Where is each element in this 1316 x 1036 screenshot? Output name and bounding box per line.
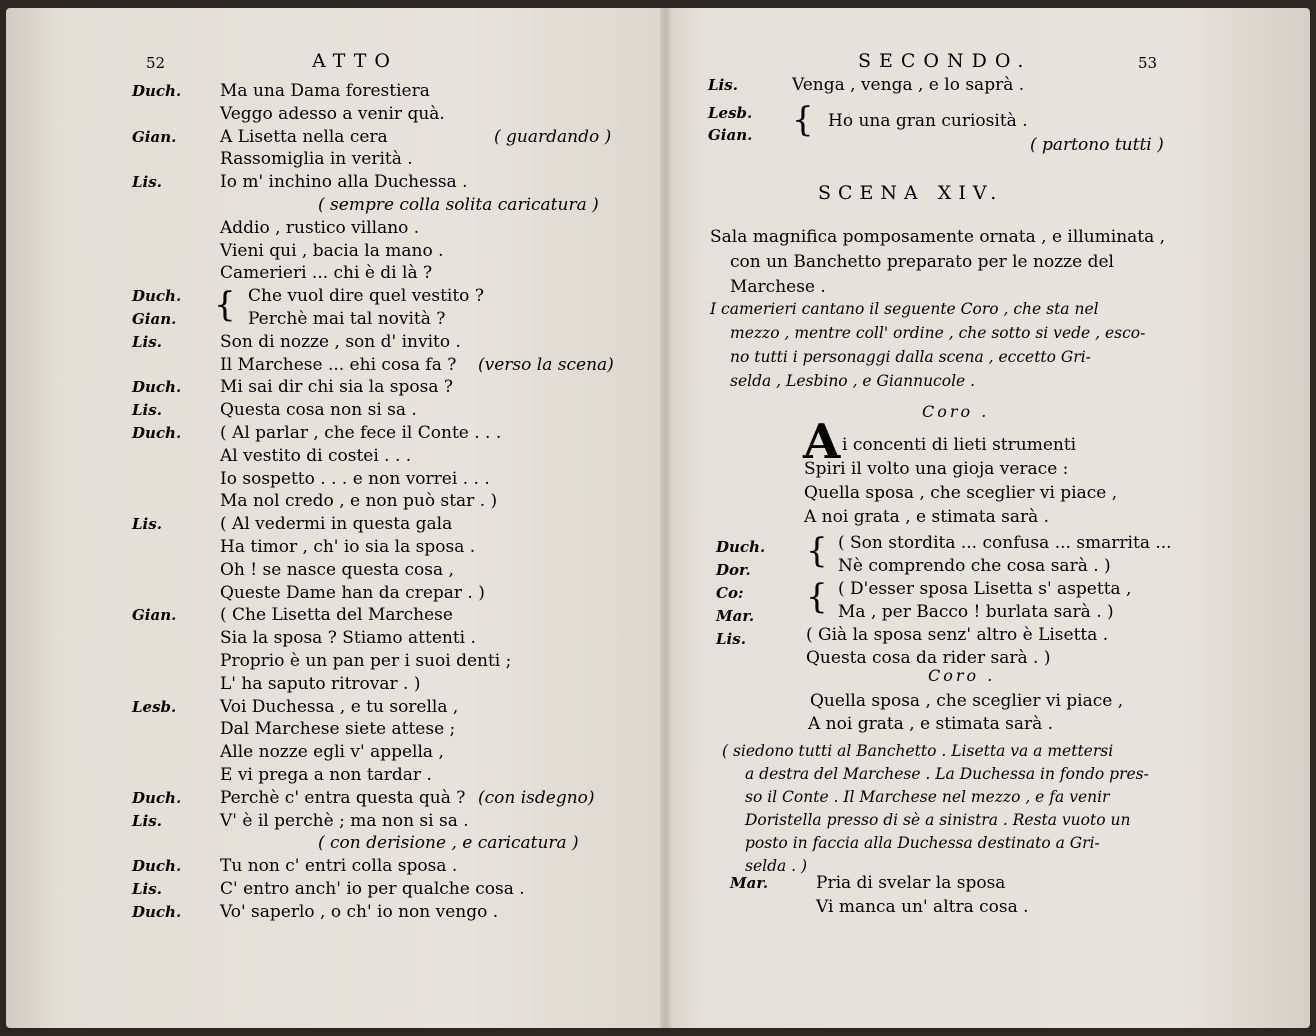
speaker-label: Duch. [132, 424, 182, 442]
aside-line: ( D'esser sposa Lisetta s' aspetta , [838, 579, 1132, 599]
verse-line: V' è il perchè ; ma non si sa . [220, 811, 469, 831]
speaker-label: Lis. [132, 173, 162, 191]
description-line: con un Banchetto preparato per le nozze del [730, 252, 1114, 272]
verse-line: Io m' inchino alla Duchessa . [220, 172, 468, 192]
coro-label-2: Coro . [928, 666, 996, 685]
verse-line: Voi Duchessa , e tu sorella , [220, 697, 459, 717]
verse-line: Vieni qui , bacia la mano . [220, 241, 444, 261]
verse-line: Alle nozze egli v' appella , [220, 742, 444, 762]
verse-line: Pria di svelar la sposa [816, 873, 1006, 893]
coro-line: Spiri il volto una gioja verace : [804, 459, 1069, 479]
aside-line: Nè comprendo che cosa sarà . ) [838, 556, 1111, 576]
book-gutter [660, 8, 672, 1028]
aside-line: ( Già la sposa senz' altro è Lisetta . [806, 625, 1109, 645]
verse-line: ( Al vedermi in questa gala [220, 514, 453, 534]
verse-line: Ha timor , ch' io sia la sposa . [220, 537, 476, 557]
speaker-label: Lesb. [708, 104, 753, 122]
verse-line: Io sospetto . . . e non vorrei . . . [220, 469, 490, 489]
speaker-label: Lis. [132, 880, 162, 898]
verse-line: Perchè mai tal novità ? [248, 309, 446, 329]
speaker-label: Co: [716, 584, 744, 602]
brace: { [214, 285, 236, 325]
stage-direction: (con isdegno) [478, 788, 595, 808]
coro-line: A noi grata , e stimata sarà . [808, 714, 1054, 734]
verse-line: L' ha saputo ritrovar . ) [220, 674, 421, 694]
brace: { [806, 577, 828, 617]
speaker-label: Gian. [132, 128, 177, 146]
verse-line: C' entro anch' io per qualche cosa . [220, 879, 525, 899]
verse-line: Questa cosa non si sa . [220, 400, 417, 420]
verse-line: Vo' saperlo , o ch' io non vengo . [220, 902, 499, 922]
coro-line: Quella sposa , che sceglier vi piace , [810, 691, 1124, 711]
stage-direction-line: no tutti i personaggi dalla scena , eccetto Gri- [730, 348, 1091, 366]
stage-direction-line: Doristella presso di sè a sinistra . Resta vuoto un [745, 811, 1131, 829]
description-line: Marchese . [730, 277, 826, 297]
description-line: Sala magnifica pomposamente ornata , e illuminata , [710, 227, 1166, 247]
verse-line: Ma una Dama forestiera [220, 81, 430, 101]
verse-line: Son di nozze , son d' invito . [220, 332, 461, 352]
verse-line: A Lisetta nella cera [220, 127, 388, 147]
speaker-label: Duch. [132, 378, 182, 396]
verse-line: ( Al parlar , che fece il Conte . . . [220, 423, 502, 443]
speaker-label: Duch. [132, 287, 182, 305]
verse-line: Veggo adesso a venir quà. [220, 104, 445, 124]
verse-line: Il Marchese ... ehi cosa fa ? [220, 355, 457, 375]
speaker-label: Duch. [132, 789, 182, 807]
speaker-label: Mar. [716, 607, 755, 625]
speaker-label: Duch. [132, 82, 182, 100]
speaker-label: Mar. [730, 874, 769, 892]
exit-direction: ( partono tutti ) [1030, 135, 1164, 155]
stage-direction: ( con derisione , e caricatura ) [318, 833, 579, 853]
left-page-number: 52 [146, 54, 166, 72]
speaker-label: Gian. [708, 126, 753, 144]
speaker-label: Lis. [716, 630, 746, 648]
stage-direction: (verso la scena) [478, 355, 614, 375]
verse-line: Dal Marchese siete attese ; [220, 719, 456, 739]
verse-line: Vi manca un' altra cosa . [816, 897, 1029, 917]
coro-line: A noi grata , e stimata sarà . [804, 507, 1050, 527]
verse-line: Ho una gran curiosità . [828, 111, 1028, 131]
verse-line: Oh ! se nasce questa cosa , [220, 560, 454, 580]
verse-line: Ma nol credo , e non può star . ) [220, 491, 498, 511]
speaker-label: Duch. [132, 857, 182, 875]
verse-line: ( Che Lisetta del Marchese [220, 605, 453, 625]
aside-line: Ma , per Bacco ! burlata sarà . ) [838, 602, 1114, 622]
verse-line: Mi sai dir chi sia la sposa ? [220, 377, 454, 397]
speaker-label: Lis. [132, 515, 162, 533]
right-page-number: 53 [1138, 54, 1158, 72]
stage-direction-line: so il Conte . Il Marchese nel mezzo , e fa venir [745, 788, 1110, 806]
stage-direction-line: I camerieri cantano il seguente Coro , che sta nel [710, 300, 1099, 318]
verse-line: Che vuol dire quel vestito ? [248, 286, 484, 306]
aside-line: ( Son stordita ... confusa ... smarrita ... [838, 533, 1172, 553]
drop-cap: A [803, 414, 841, 470]
verse-line: Proprio è un pan per i suoi denti ; [220, 651, 512, 671]
speaker-label: Lis. [132, 333, 162, 351]
speaker-label: Lis. [708, 76, 738, 94]
verse-line: Tu non c' entri colla sposa . [220, 856, 458, 876]
stage-direction-line: posto in faccia alla Duchessa destinato a Gri- [745, 834, 1100, 852]
verse-line: Sia la sposa ? Stiamo attenti . [220, 628, 476, 648]
stage-direction-line: selda . ) [745, 857, 808, 875]
left-page-header: ATTO [312, 50, 398, 72]
speaker-label: Dor. [716, 561, 751, 579]
speaker-label: Duch. [132, 903, 182, 921]
coro-line: Quella sposa , che sceglier vi piace , [804, 483, 1118, 503]
speaker-label: Gian. [132, 310, 177, 328]
coro-label: Coro . [922, 402, 990, 421]
stage-direction: ( sempre colla solita caricatura ) [318, 195, 599, 215]
coro-line: i concenti di lieti strumenti [842, 435, 1077, 455]
scene-title: SCENA XIV. [818, 182, 1004, 204]
verse-line: Venga , venga , e lo saprà . [792, 75, 1025, 95]
brace: { [792, 100, 814, 140]
speaker-label: Lis. [132, 812, 162, 830]
aside-line: Questa cosa da rider sarà . ) [806, 648, 1051, 668]
speaker-label: Lis. [132, 401, 162, 419]
right-page-header: SECONDO. [858, 50, 1032, 72]
brace: { [806, 531, 828, 571]
stage-direction-line: mezzo , mentre coll' ordine , che sotto si vede , esco- [730, 324, 1146, 342]
verse-line: Rassomiglia in verità . [220, 149, 413, 169]
verse-line: Camerieri ... chi è di là ? [220, 263, 433, 283]
speaker-label: Lesb. [132, 698, 177, 716]
stage-direction-line: ( siedono tutti al Banchetto . Lisetta va a mettersi [722, 742, 1114, 760]
verse-line: Addio , rustico villano . [220, 218, 420, 238]
speaker-label: Gian. [132, 606, 177, 624]
stage-direction: ( guardando ) [494, 127, 612, 147]
verse-line: Queste Dame han da crepar . ) [220, 583, 485, 603]
speaker-label: Duch. [716, 538, 766, 556]
verse-line: Al vestito di costei . . . [220, 446, 412, 466]
verse-line: E vi prega a non tardar . [220, 765, 432, 785]
stage-direction-line: a destra del Marchese . La Duchessa in fondo pres- [745, 765, 1149, 783]
stage-direction-line: selda , Lesbino , e Giannucole . [730, 372, 976, 390]
verse-line: Perchè c' entra questa quà ? [220, 788, 466, 808]
